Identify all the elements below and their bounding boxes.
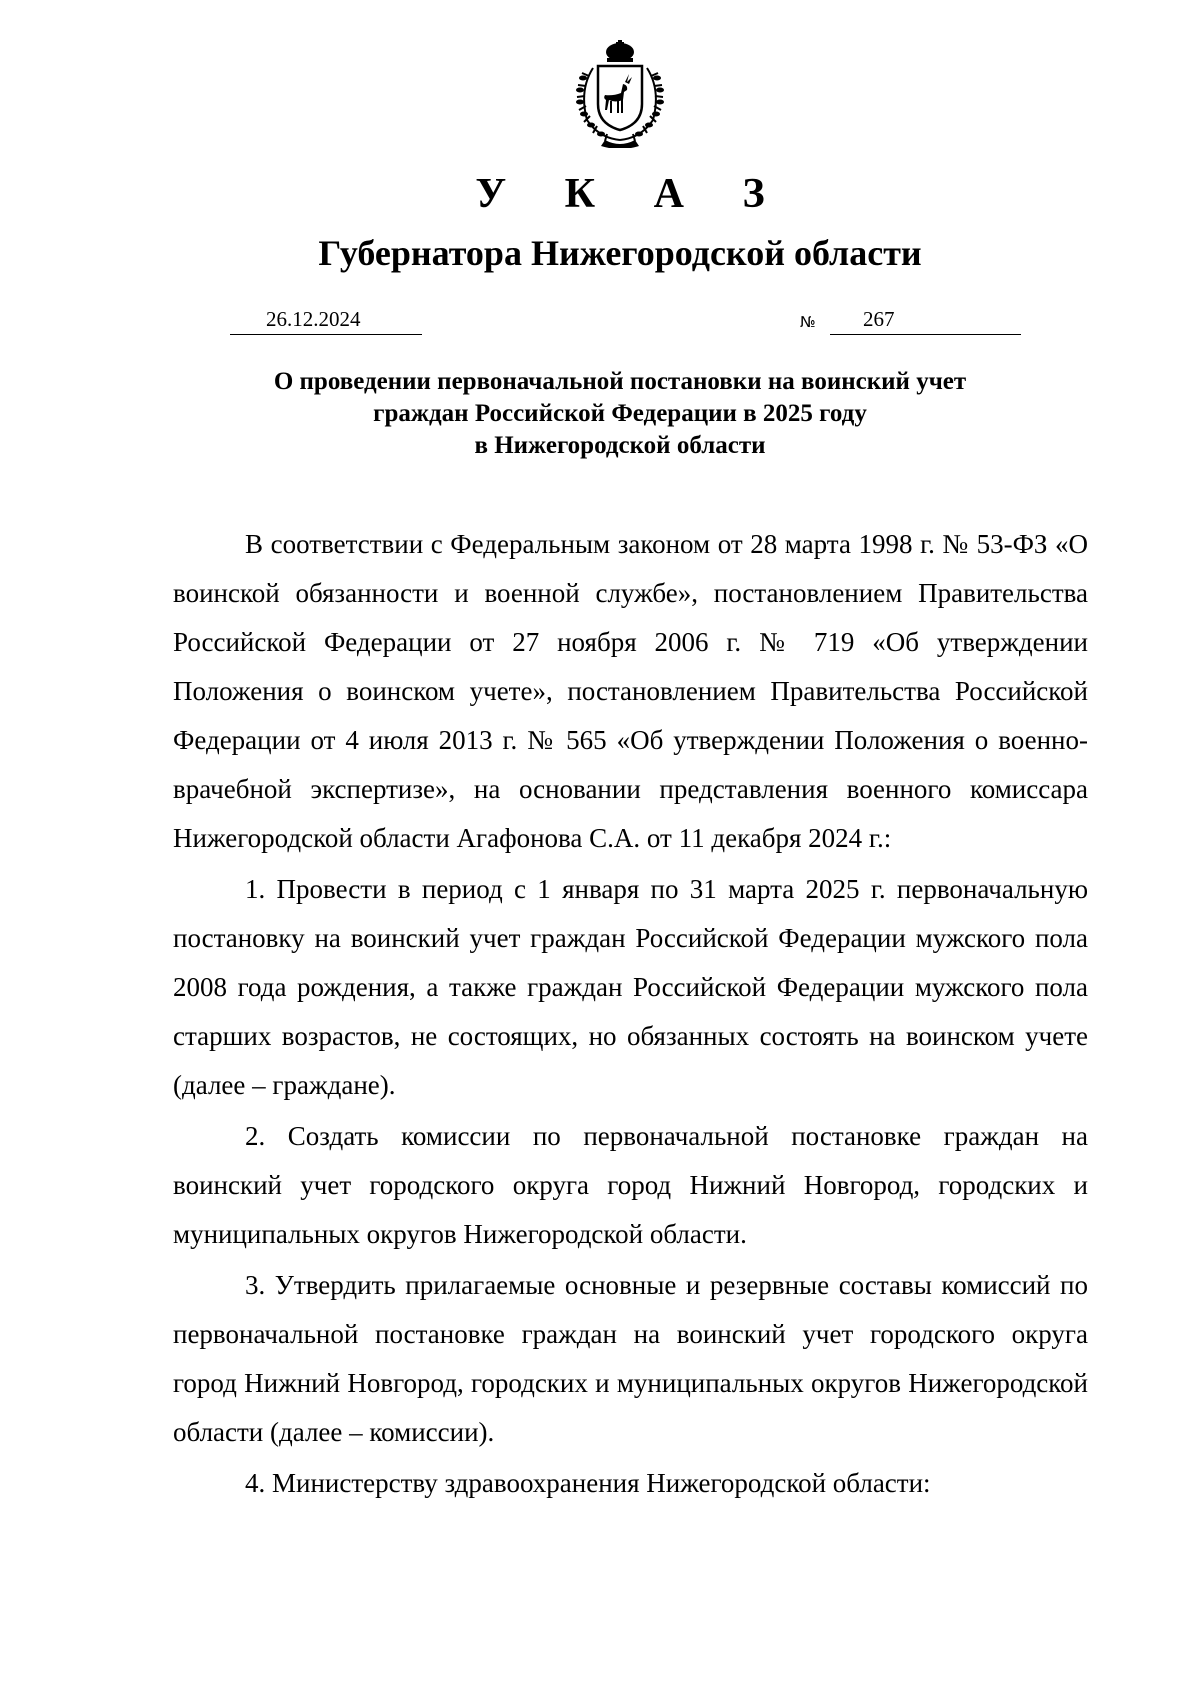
document-type-title: У К А З xyxy=(475,171,789,217)
subject-line: в Нижегородской области xyxy=(474,432,766,459)
clause-1: 1. Провести в период с 1 января по 31 марта 2025 г. первоначальную постановку на воинский учет граждан Российской Федерации мужского пола 2008 года рождения, а также граждан Российской Федерации мужского пола старших возрастов, не состоящих, но обязанных состоять на воинском учете (далее – граждане). xyxy=(173,874,1088,1100)
subject-line: граждан Российской Федерации в 2025 году xyxy=(373,400,867,427)
date-field xyxy=(230,306,422,335)
clause-2: 2. Создать комиссии по первоначальной постановке граждан на воинский учет городского округа город Нижний Новгород, городских и муниципальных округов Нижегородской области. xyxy=(173,1121,1088,1249)
clause-3: 3. Утвердить прилагаемые основные и резервные составы комиссий по первоначальной постановке граждан на воинский учет городского округа город Нижний Новгород, городских и муниципальных округов Нижегородской области (далее – комиссии). xyxy=(173,1270,1088,1447)
number-sign: № xyxy=(800,313,816,331)
number-field xyxy=(830,306,1021,335)
preamble-paragraph: В соответствии с Федеральным законом от 28 марта 1998 г. № 53-ФЗ «О воинской обязанности и военной службе», постановлением Правительства Российской Федерации от 27 ноября 2006 г. № 719 «Об утверждении Положения о воинском учете», постановлением Правительства Российской Федерации от 4 июля 2013 г. № 565 «Об утверждении Положения о военно-врачебной экспертизе», на основании представления военного комиссара Нижегородской области Агафонова С.А. от 11 декабря 2024 г.: xyxy=(173,529,1088,853)
date-value: 26.12.2024 xyxy=(266,307,361,331)
coat-of-arms-icon xyxy=(565,40,675,148)
number-value: 267 xyxy=(863,307,895,331)
clause-4: 4. Министерству здравоохранения Нижегородской области: xyxy=(245,1468,931,1498)
issuer-title: Губернатора Нижегородской области xyxy=(318,233,922,273)
subject-line: О проведении первоначальной постановки на воинский учет xyxy=(273,368,967,395)
document-subject xyxy=(150,366,1090,462)
document-body xyxy=(173,520,1088,1508)
